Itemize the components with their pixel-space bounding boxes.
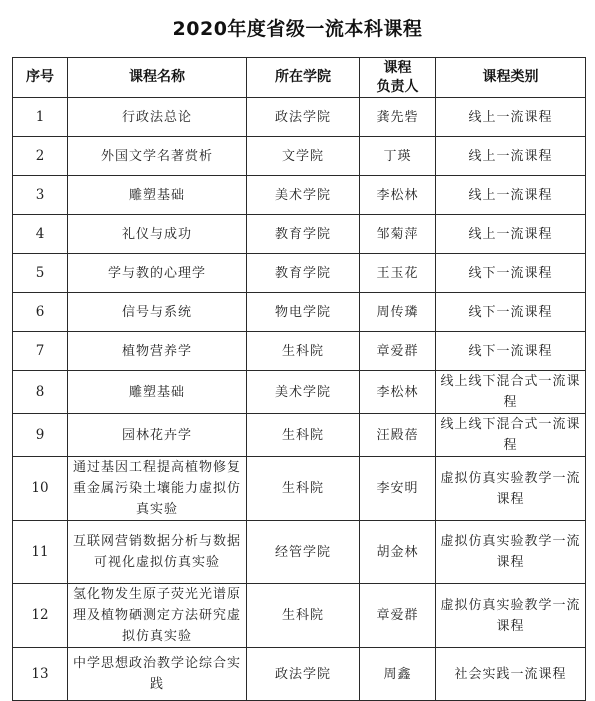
cell-leader: 王玉花 bbox=[360, 254, 436, 293]
cell-course: 互联网营销数据分析与数据可视化虚拟仿真实验 bbox=[68, 521, 247, 584]
header-index: 序号 bbox=[13, 58, 68, 98]
cell-index: 11 bbox=[13, 521, 68, 584]
cell-leader: 胡金林 bbox=[360, 521, 436, 584]
cell-category: 线上一流课程 bbox=[436, 176, 586, 215]
header-leader bbox=[360, 58, 436, 98]
cell-course: 外国文学名著赏析 bbox=[68, 137, 247, 176]
header-course: 课程名称 bbox=[68, 58, 247, 98]
table-row bbox=[13, 584, 586, 648]
cell-leader: 李松林 bbox=[360, 176, 436, 215]
cell-course: 信号与系统 bbox=[68, 293, 247, 332]
cell-leader: 李安明 bbox=[360, 457, 436, 521]
cell-index: 5 bbox=[13, 254, 68, 293]
cell-index: 2 bbox=[13, 137, 68, 176]
cell-category: 线下一流课程 bbox=[436, 254, 586, 293]
page-title: 2020年度省级一流本科课程 bbox=[172, 18, 423, 40]
table-row bbox=[13, 254, 586, 293]
cell-index: 9 bbox=[13, 414, 68, 457]
table-header-row bbox=[13, 58, 586, 98]
cell-index: 3 bbox=[13, 176, 68, 215]
table-row bbox=[13, 176, 586, 215]
cell-leader: 龚先砦 bbox=[360, 98, 436, 137]
table-row bbox=[13, 137, 586, 176]
cell-college: 政法学院 bbox=[247, 648, 360, 701]
cell-course: 园林花卉学 bbox=[68, 414, 247, 457]
cell-college: 教育学院 bbox=[247, 254, 360, 293]
cell-college: 美术学院 bbox=[247, 176, 360, 215]
table-row bbox=[13, 414, 586, 457]
cell-college: 生科院 bbox=[247, 457, 360, 521]
header-category: 课程类别 bbox=[436, 58, 586, 98]
table-row bbox=[13, 215, 586, 254]
cell-category: 虚拟仿真实验教学一流课程 bbox=[436, 584, 586, 648]
cell-index: 12 bbox=[13, 584, 68, 648]
cell-course: 学与教的心理学 bbox=[68, 254, 247, 293]
cell-category: 虚拟仿真实验教学一流课程 bbox=[436, 521, 586, 584]
table-row bbox=[13, 293, 586, 332]
cell-category: 虚拟仿真实验教学一流课程 bbox=[436, 457, 586, 521]
cell-course: 中学思想政治教学论综合实践 bbox=[68, 648, 247, 701]
cell-index: 7 bbox=[13, 332, 68, 371]
cell-leader: 丁瑛 bbox=[360, 137, 436, 176]
cell-college: 文学院 bbox=[247, 137, 360, 176]
cell-leader: 章爱群 bbox=[360, 584, 436, 648]
cell-leader: 李松林 bbox=[360, 371, 436, 414]
cell-category: 线下一流课程 bbox=[436, 293, 586, 332]
cell-category: 社会实践一流课程 bbox=[436, 648, 586, 701]
cell-college: 生科院 bbox=[247, 584, 360, 648]
cell-index: 10 bbox=[13, 457, 68, 521]
cell-course: 氢化物发生原子荧光光谱原理及植物硒测定方法研究虚拟仿真实验 bbox=[68, 584, 247, 648]
cell-college: 物电学院 bbox=[247, 293, 360, 332]
cell-leader: 周传璘 bbox=[360, 293, 436, 332]
header-leader-line2: 负责人 bbox=[376, 78, 419, 95]
cell-index: 8 bbox=[13, 371, 68, 414]
cell-college: 生科院 bbox=[247, 332, 360, 371]
cell-category: 线下一流课程 bbox=[436, 332, 586, 371]
cell-category: 线上一流课程 bbox=[436, 98, 586, 137]
table-row bbox=[13, 371, 586, 414]
cell-college: 教育学院 bbox=[247, 215, 360, 254]
cell-course: 通过基因工程提高植物修复重金属污染土壤能力虚拟仿真实验 bbox=[68, 457, 247, 521]
cell-leader: 章爱群 bbox=[360, 332, 436, 371]
cell-leader: 邹菊萍 bbox=[360, 215, 436, 254]
table-row bbox=[13, 332, 586, 371]
cell-category: 线上一流课程 bbox=[436, 137, 586, 176]
header-leader-line1: 课程 bbox=[383, 59, 412, 76]
cell-college: 生科院 bbox=[247, 414, 360, 457]
cell-course: 雕塑基础 bbox=[68, 176, 247, 215]
course-table bbox=[12, 57, 586, 701]
cell-category: 线上线下混合式一流课程 bbox=[436, 414, 586, 457]
table-row bbox=[13, 457, 586, 521]
cell-category: 线上一流课程 bbox=[436, 215, 586, 254]
header-college: 所在学院 bbox=[247, 58, 360, 98]
cell-index: 1 bbox=[13, 98, 68, 137]
cell-college: 经管学院 bbox=[247, 521, 360, 584]
table-row bbox=[13, 648, 586, 701]
cell-index: 13 bbox=[13, 648, 68, 701]
cell-course: 礼仪与成功 bbox=[68, 215, 247, 254]
cell-college: 政法学院 bbox=[247, 98, 360, 137]
cell-course: 植物营养学 bbox=[68, 332, 247, 371]
cell-category: 线上线下混合式一流课程 bbox=[436, 371, 586, 414]
cell-leader: 汪殿蓓 bbox=[360, 414, 436, 457]
cell-leader: 周鑫 bbox=[360, 648, 436, 701]
cell-index: 4 bbox=[13, 215, 68, 254]
table-row bbox=[13, 521, 586, 584]
cell-course: 行政法总论 bbox=[68, 98, 247, 137]
cell-course: 雕塑基础 bbox=[68, 371, 247, 414]
table-row bbox=[13, 98, 586, 137]
cell-index: 6 bbox=[13, 293, 68, 332]
cell-college: 美术学院 bbox=[247, 371, 360, 414]
